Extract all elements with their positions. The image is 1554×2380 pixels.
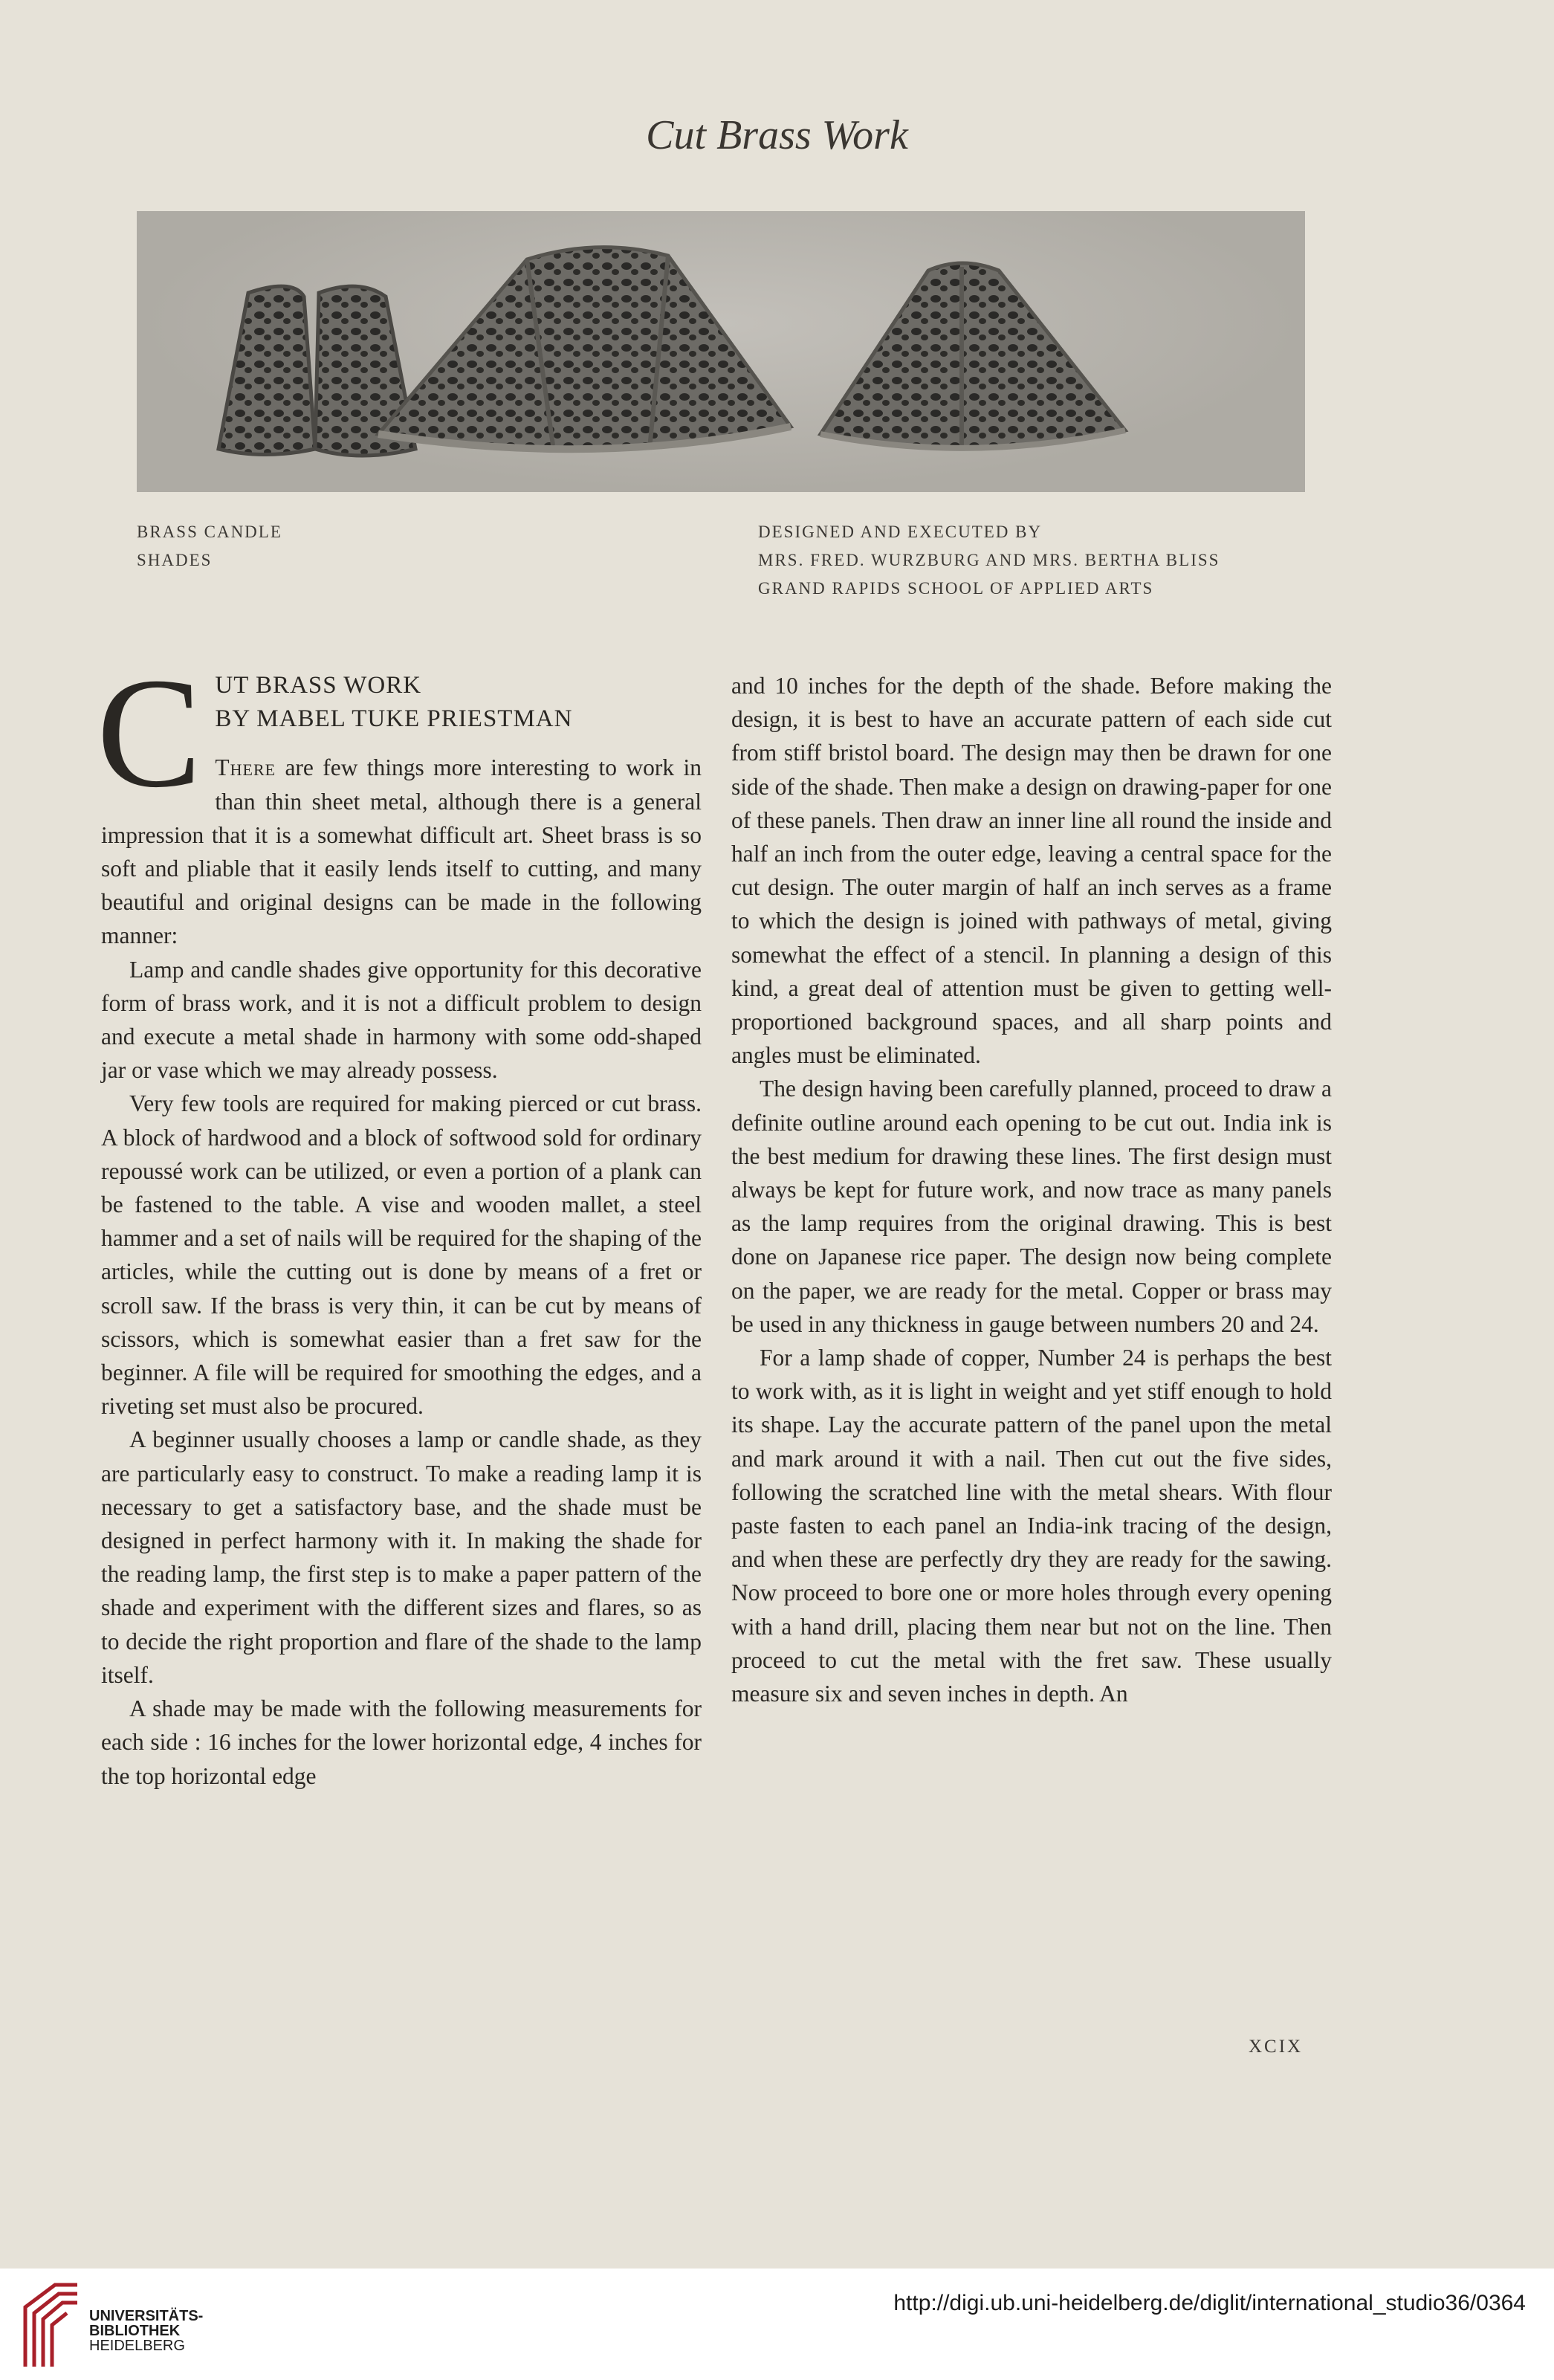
text-column-left	[97, 645, 702, 1793]
caption-left-line: SHADES	[137, 551, 213, 569]
digitization-footer	[0, 2269, 1554, 2380]
library-name	[89, 2309, 203, 2353]
shades-illustration	[137, 211, 1305, 492]
paragraph: A shade may be made with the following measurements for each side : 16 inches for the lower horizontal edge, 4 inches for the top horizontal edge	[101, 1695, 702, 1789]
text-column-right	[731, 669, 1332, 1710]
library-name-line: UNIVERSITÄTS-	[89, 2308, 204, 2324]
caption-right	[758, 518, 1220, 603]
article-opening	[97, 645, 702, 953]
candle-shade-right	[820, 263, 1125, 449]
lamp-shade-center	[378, 248, 791, 450]
drop-cap: C	[97, 645, 202, 820]
paragraph: A beginner usually chooses a lamp or candle shade, as they are particularly easy to construct. To make a reading lamp it is necessary to get a satisfactory base, and the shade must be designed in perfect harmony with it. In making the shade for the reading lamp, the first step is to make a paper pattern of the shade and experiment with the different sizes and flares, so as to decide the right proportion and flare of the shade to the lamp itself.	[101, 1426, 702, 1688]
paragraph: The design having been carefully planned, proceed to draw a definite outline around each opening to be cut out. India ink is the best medium for drawing these lines. The first design must always be kept for future work, and now trace as many panels as the lamp requires from the original drawing. This is best done on Japanese rice paper. The design now being complete on the paper, we are ready for the metal. Copper or brass may be used in any thickness in gauge between numbers 20 and 24.	[731, 1076, 1332, 1337]
running-title: Cut Brass Work	[646, 112, 908, 158]
article-title: UT BRASS WORK	[215, 672, 422, 699]
source-url-link[interactable]: http://digi.ub.uni-heidelberg.de/diglit/international_studio36/0364	[893, 2291, 1526, 2315]
paragraph: Very few tools are required for making pierced or cut brass. A block of hardwood and a block of softwood sold for ordinary repoussé work can be utilized, or even a portion of a plank can be fastened to the table. A vise and wooden mallet, a steel hammer and a set of nails will be required for the shaping of the articles, while the cutting out is done by means of a fret or scroll saw. If the brass is very thin, it can be cut by means of scissors, which is somewhat easier than a fret saw for the beginner. A file will be required for smoothing the edges, and a riveting set must also be procured.	[101, 1090, 702, 1420]
library-logo-icon	[18, 2277, 86, 2371]
library-name-line: BIBLIOTHEK	[89, 2323, 181, 2339]
paragraph: and 10 inches for the depth of the shade. Before making the design, it is best to have an accurate pattern of each side cut from stiff bristol board. The design may then be drawn for one side of the shade. Then make a design on drawing-paper for one of these panels. Then draw an inner line all round the inside and half an inch from the outer edge, leaving a central space for the cut design. The outer margin of half an inch serves as a frame to which the design is joined with pathways of metal, giving somewhat the effect of a stencil. In planning a design of this kind, a great deal of attention must be given to getting well-proportioned background spaces, and all sharp points and angles must be eliminated.	[731, 673, 1332, 1069]
lead-word: There	[215, 754, 276, 781]
caption-credit-line: MRS. FRED. WURZBURG AND MRS. BERTHA BLISS	[758, 551, 1220, 569]
paragraph-text: are few things more interesting to work in than thin sheet metal, although there is a general impression that it is a somewhat difficult art. Sheet brass is so soft and pliable that it easily lends itself to cutting, and many beautiful and original designs can be made in the following manner:	[101, 754, 702, 949]
caption-left	[137, 518, 282, 575]
page-number: XCIX	[1249, 2037, 1304, 2057]
paragraph: For a lamp shade of copper, Number 24 is perhaps the best to work with, as it is light in weight and yet stiff enough to hold its shape. Lay the accurate pattern of the panel upon the metal and mark around it with a nail. Then cut out the five sides, following the scratched line with the metal shears. With flour paste fasten to each panel an India-ink tracing of the design, and when these are perfectly dry they are ready for the sawing. Now proceed to bore one or more holes through every opening with a hand drill, placing them near but not on the line. Then proceed to cut the metal with the fret saw. These usually measure six and seven inches in depth. An	[731, 1345, 1332, 1707]
article-byline: BY MABEL TUKE PRIESTMAN	[215, 705, 573, 733]
caption-credit-line: DESIGNED AND EXECUTED BY	[758, 523, 1043, 541]
paragraph: Lamp and candle shades give opportunity for this decorative form of brass work, and it is not a difficult problem to design and execute a metal shade in harmony with some odd-shaped jar or vase which we may already possess.	[101, 956, 702, 1084]
library-name-line: HEIDELBERG	[89, 2338, 185, 2354]
brass-shades-photograph	[137, 211, 1305, 492]
caption-left-line: BRASS CANDLE	[137, 523, 282, 541]
caption-credit-line: GRAND RAPIDS SCHOOL OF APPLIED ARTS	[758, 579, 1154, 598]
